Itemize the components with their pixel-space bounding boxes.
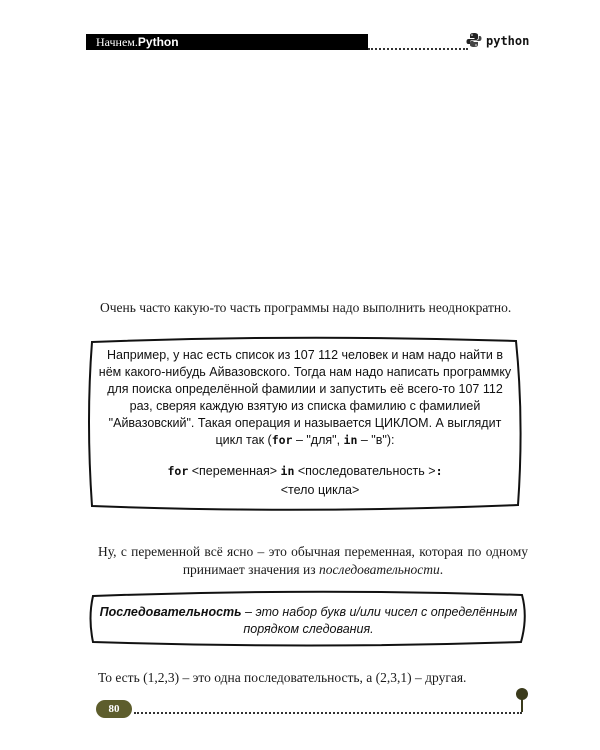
keyword-for: for xyxy=(271,433,293,447)
code-keyword-in: in xyxy=(280,464,295,478)
for-translation: – "для", xyxy=(292,433,344,447)
definition-term: Последовательность xyxy=(99,605,242,619)
keyword-in: in xyxy=(343,433,358,447)
loop-syntax-header xyxy=(95,464,515,478)
variable-text-end: . xyxy=(439,562,444,577)
footer-pin-icon xyxy=(516,688,528,700)
loop-explanation-text: Например, у нас есть список из 107 112 человек и нам надо найти в нём какого-нибудь Айвазовского. Тогда нам надо написать программку для поиска определённой фамилии и запустить её всего-то 107 112 раз, сверяя каждую взятую из списка фамилию с фамилией "Айвазовский". Такая операция и называется ЦИКЛОМ. А выглядит цикл так ( xyxy=(98,348,512,447)
sequence-definition xyxy=(96,604,521,638)
in-translation: – "в"): xyxy=(357,433,395,447)
loop-syntax-body: <тело цикла> xyxy=(280,483,360,497)
header-prefix: Начнем. xyxy=(96,35,138,49)
page-number: 80 xyxy=(96,700,132,718)
logo-text: python xyxy=(486,34,530,48)
variable-italic-term: последовательности xyxy=(318,562,440,577)
definition-text: – это набор букв и/или чисел с определённым порядком следования. xyxy=(241,605,518,636)
loop-explanation xyxy=(95,347,515,449)
variable-paragraph xyxy=(98,543,528,579)
footer-dotted-rule xyxy=(134,712,522,714)
header-title: Python xyxy=(137,35,179,49)
footer-pin-stem xyxy=(521,699,523,712)
code-variable: <переменная> xyxy=(188,464,281,478)
code-colon: : xyxy=(435,464,443,478)
example-paragraph: То есть (1,2,3) – это одна последовательность, а (2,3,1) – другая. xyxy=(98,670,467,685)
variable-text: Ну, с переменной всё ясно – это обычная переменная, которая по одному принимает значения из xyxy=(98,544,528,577)
code-keyword-for: for xyxy=(167,464,189,478)
intro-paragraph: Очень часто какую-то часть программы надо выполнить неоднократно. xyxy=(100,300,512,315)
code-sequence: <последовательность > xyxy=(294,464,436,478)
